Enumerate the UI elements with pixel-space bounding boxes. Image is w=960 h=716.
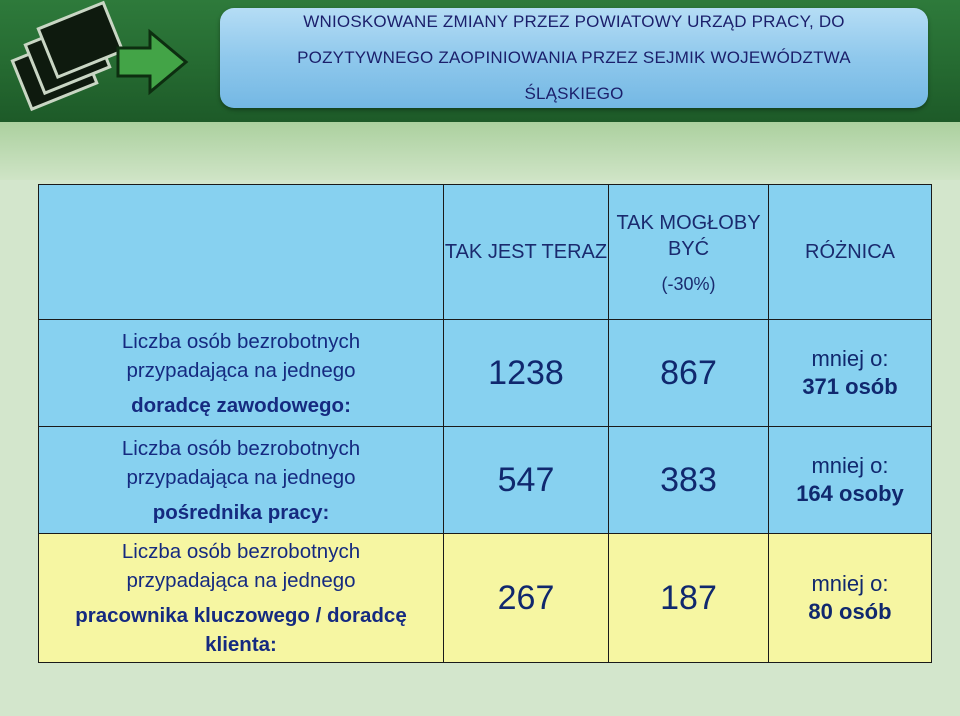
col-header-difference bbox=[769, 185, 932, 320]
header-empty-cell bbox=[39, 185, 444, 320]
current-value-cell bbox=[444, 320, 609, 427]
current-value: 547 bbox=[497, 460, 555, 499]
difference-prefix: mniej o: bbox=[811, 346, 889, 371]
difference-value: 371 osób bbox=[802, 374, 898, 399]
row-label-role: doradcę zawodowego: bbox=[131, 393, 351, 417]
row-label-role: pracownika kluczowego / doradcę klienta: bbox=[75, 604, 407, 656]
difference-value: 80 osób bbox=[808, 599, 892, 624]
current-value-cell bbox=[444, 427, 609, 534]
col-header-proposed bbox=[609, 185, 769, 320]
current-value-cell bbox=[444, 534, 609, 663]
col-header-current bbox=[444, 185, 609, 320]
table-row bbox=[39, 534, 932, 663]
proposed-value-cell bbox=[609, 427, 769, 534]
row-label-line1: Liczba osób bezrobotnych bbox=[121, 540, 361, 563]
row-label-role: pośrednika pracy: bbox=[152, 500, 330, 524]
current-value: 1238 bbox=[488, 353, 564, 392]
comparison-table bbox=[38, 184, 932, 663]
proposed-value: 187 bbox=[660, 578, 717, 617]
document-stack-arrow-logo bbox=[0, 0, 200, 122]
proposed-value: 867 bbox=[660, 353, 717, 392]
col-header-difference-text: RÓŻNICA bbox=[805, 241, 895, 263]
row-label-cell bbox=[39, 320, 444, 427]
col-header-current-text: TAK JEST TERAZ bbox=[444, 241, 608, 263]
title-box bbox=[220, 8, 928, 108]
page-title: WNIOSKOWANE ZMIANY PRZEZ POWIATOWY URZĄD PRACY, DO POZYTYWNEGO ZAOPINIOWANIA PRZEZ SEJMIK WOJEWÓDZTWA ŚLĄSKIEGO bbox=[297, 12, 851, 103]
header-row bbox=[39, 185, 932, 320]
difference-cell bbox=[769, 534, 932, 663]
difference-cell bbox=[769, 427, 932, 534]
difference-prefix: mniej o: bbox=[811, 453, 889, 478]
row-label-line2: przypadająca na jednego bbox=[126, 358, 356, 382]
row-label-line1: Liczba osób bezrobotnych bbox=[121, 329, 361, 353]
table-row bbox=[39, 320, 932, 427]
difference-prefix: mniej o: bbox=[811, 571, 889, 596]
current-value: 267 bbox=[497, 578, 555, 617]
difference-cell bbox=[769, 320, 932, 427]
proposed-value: 383 bbox=[660, 460, 717, 499]
col-header-proposed-note: (-30%) bbox=[661, 273, 716, 294]
proposed-value-cell bbox=[609, 534, 769, 663]
col-header-proposed-text: TAK MOGŁOBY BYĆ bbox=[616, 211, 761, 260]
row-label-cell bbox=[39, 427, 444, 534]
row-label-cell bbox=[39, 534, 444, 663]
row-label-line2: przypadająca na jednego bbox=[126, 465, 356, 489]
banner-shadow bbox=[0, 118, 960, 180]
proposed-value-cell bbox=[609, 320, 769, 427]
row-label-line1: Liczba osób bezrobotnych bbox=[121, 436, 361, 460]
difference-value: 164 osoby bbox=[796, 481, 904, 506]
row-label-line2: przypadająca na jednego bbox=[126, 569, 356, 592]
table-row bbox=[39, 427, 932, 534]
